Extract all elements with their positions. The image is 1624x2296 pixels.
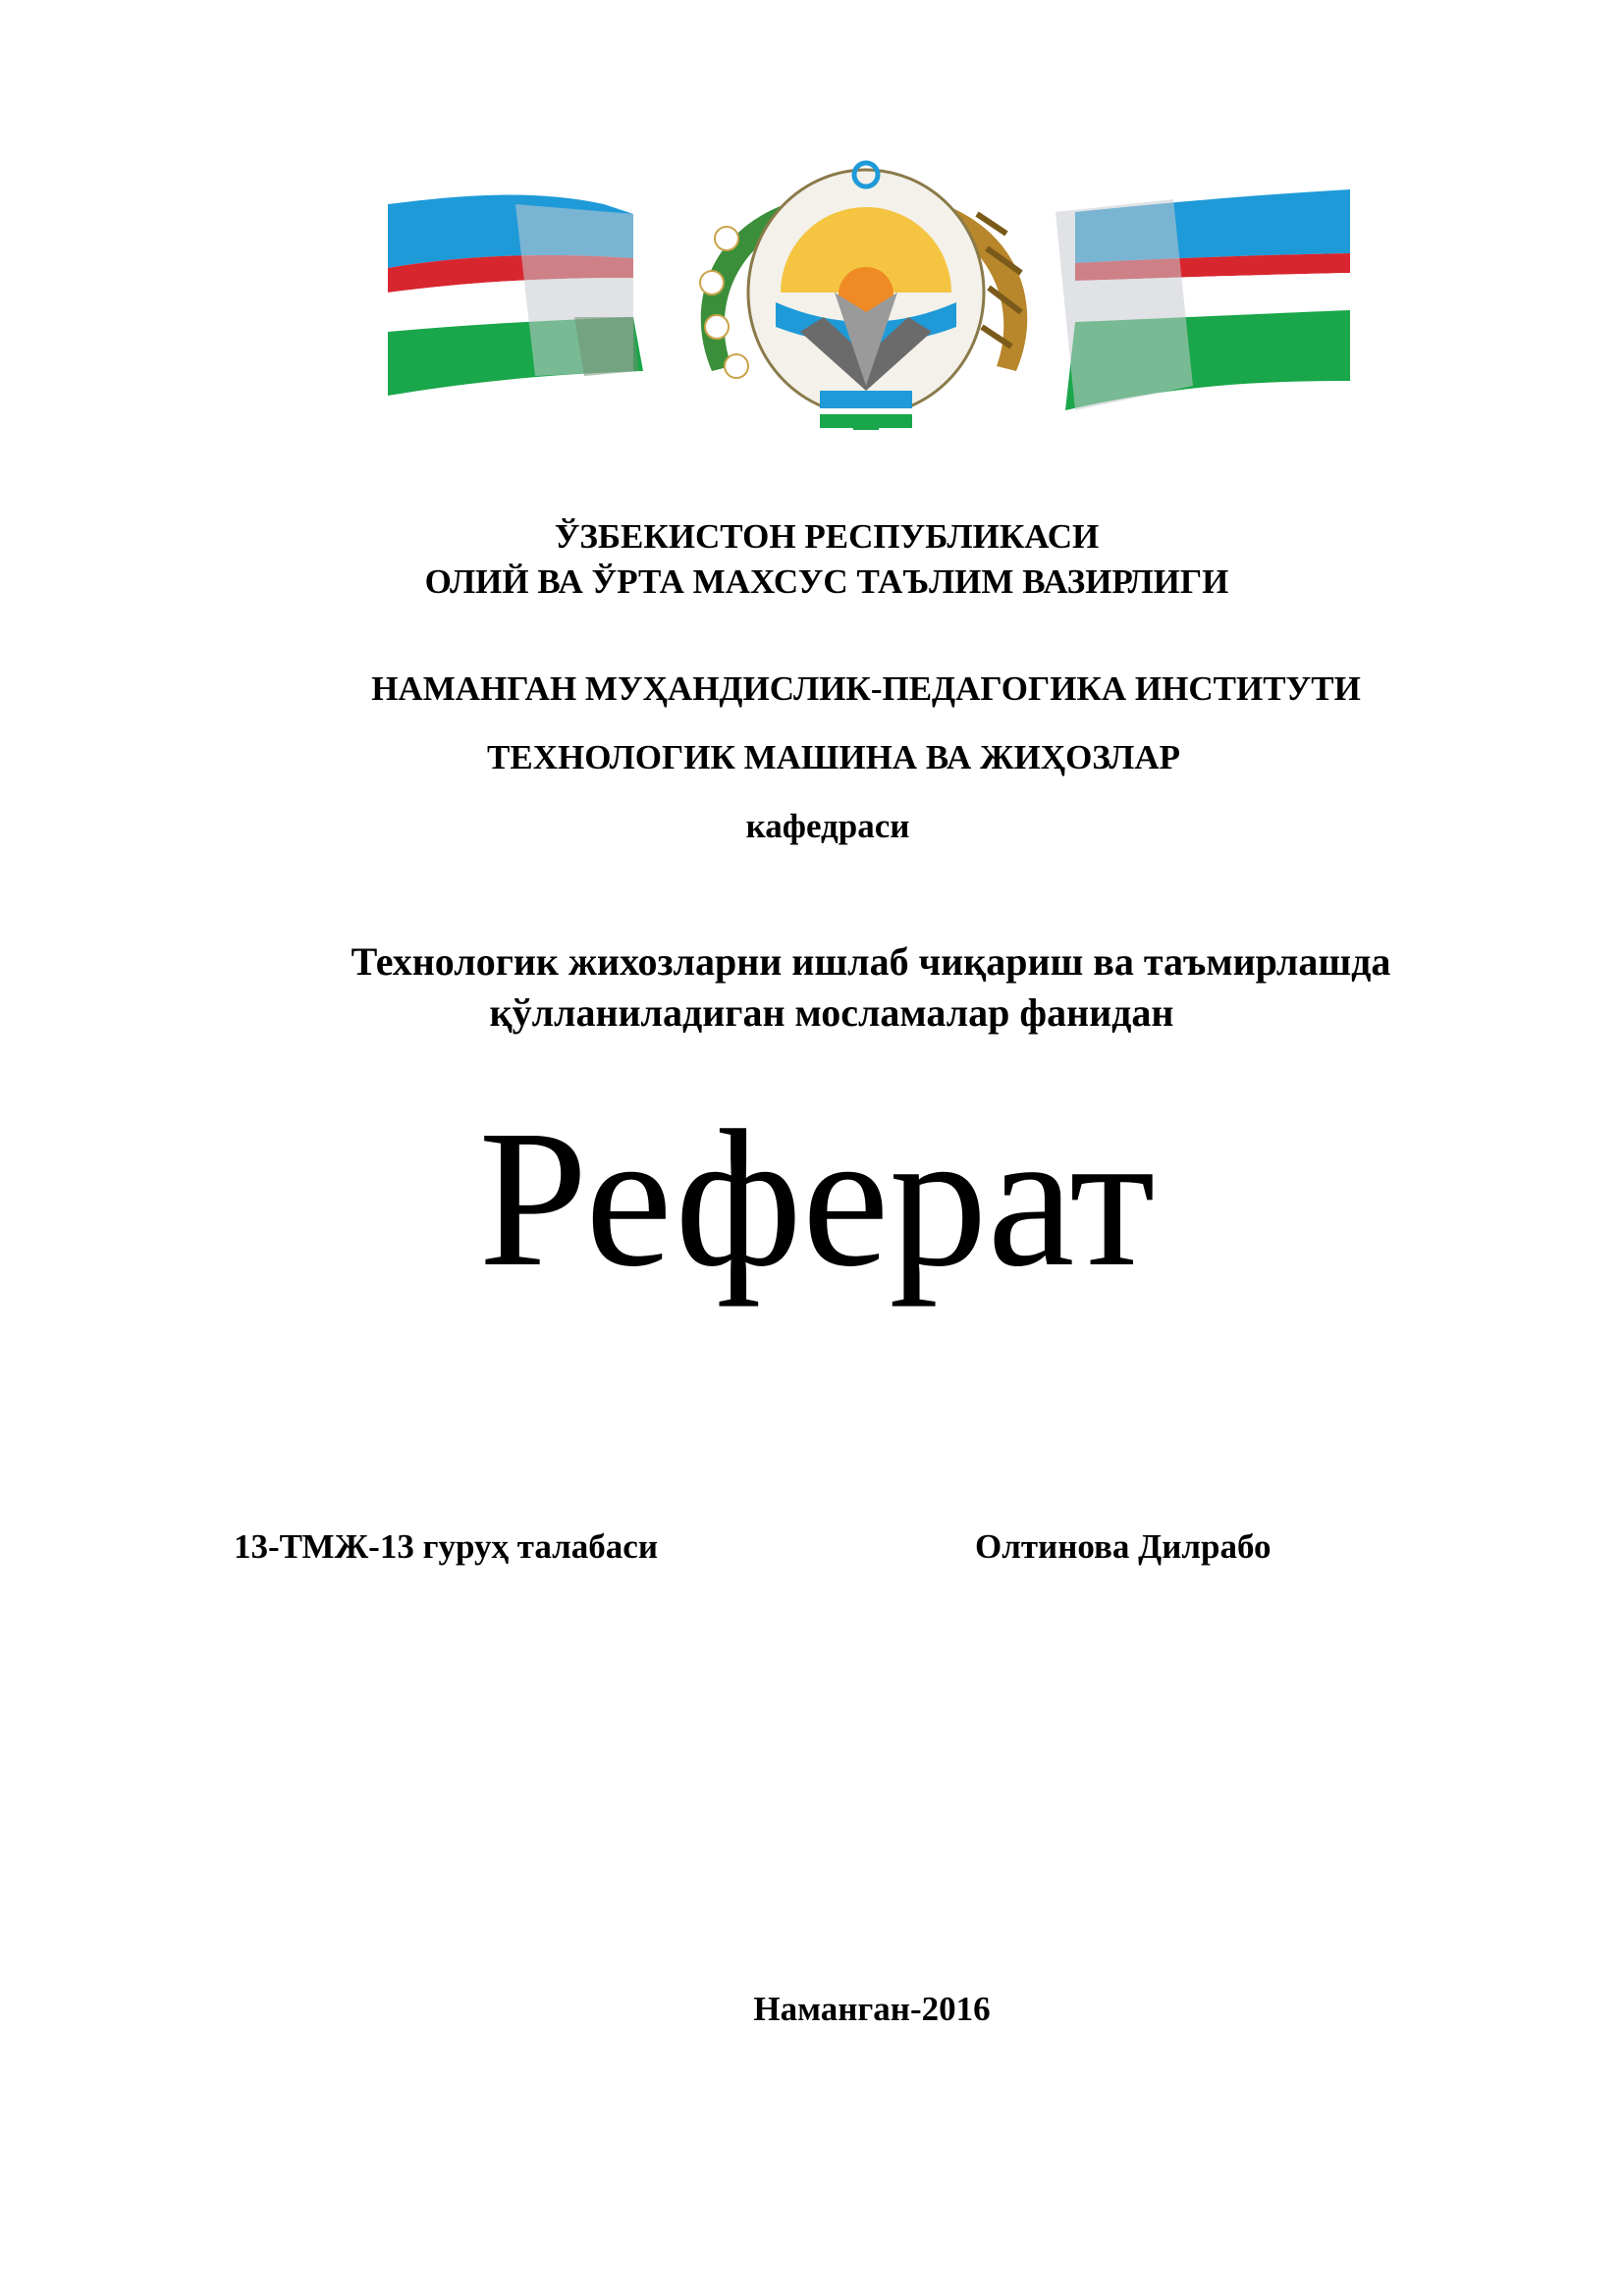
subject-line-2: қўлланиладиган мосламалар фанидан [489,990,1174,1035]
ministry-title-line-1: ЎЗБЕКИСТОН РЕСПУБЛИКАСИ [554,517,1100,556]
coat-of-arms [700,163,1027,430]
subject-line-1: Технологик жихозларни ишлаб чиқариш ва таъмирлашда [351,939,1391,984]
right-flag-ribbon [1056,189,1350,410]
document-title: Реферат [478,1091,1156,1308]
student-group: 13-ТМЖ-13 гуруҳ талабаси [234,1527,658,1566]
department-label: кафедраси [745,807,910,845]
department-name: ТЕХНОЛОГИК МАШИНА ВА ЖИҲОЗЛАР [487,738,1180,776]
ministry-title-line-2: ОЛИЙ ВА ЎРТА МАХСУС ТАЪЛИМ ВАЗИРЛИГИ [424,562,1229,601]
state-emblem-flag-icon [388,145,1350,440]
left-flag-ribbon [388,195,643,396]
city-year-footer: Наманган-2016 [753,1990,991,2028]
student-name: Олтинова Дилрабо [975,1527,1272,1566]
institute-name: НАМАНГАН МУҲАНДИСЛИК-ПЕДАГОГИКА ИНСТИТУТИ [371,669,1361,708]
